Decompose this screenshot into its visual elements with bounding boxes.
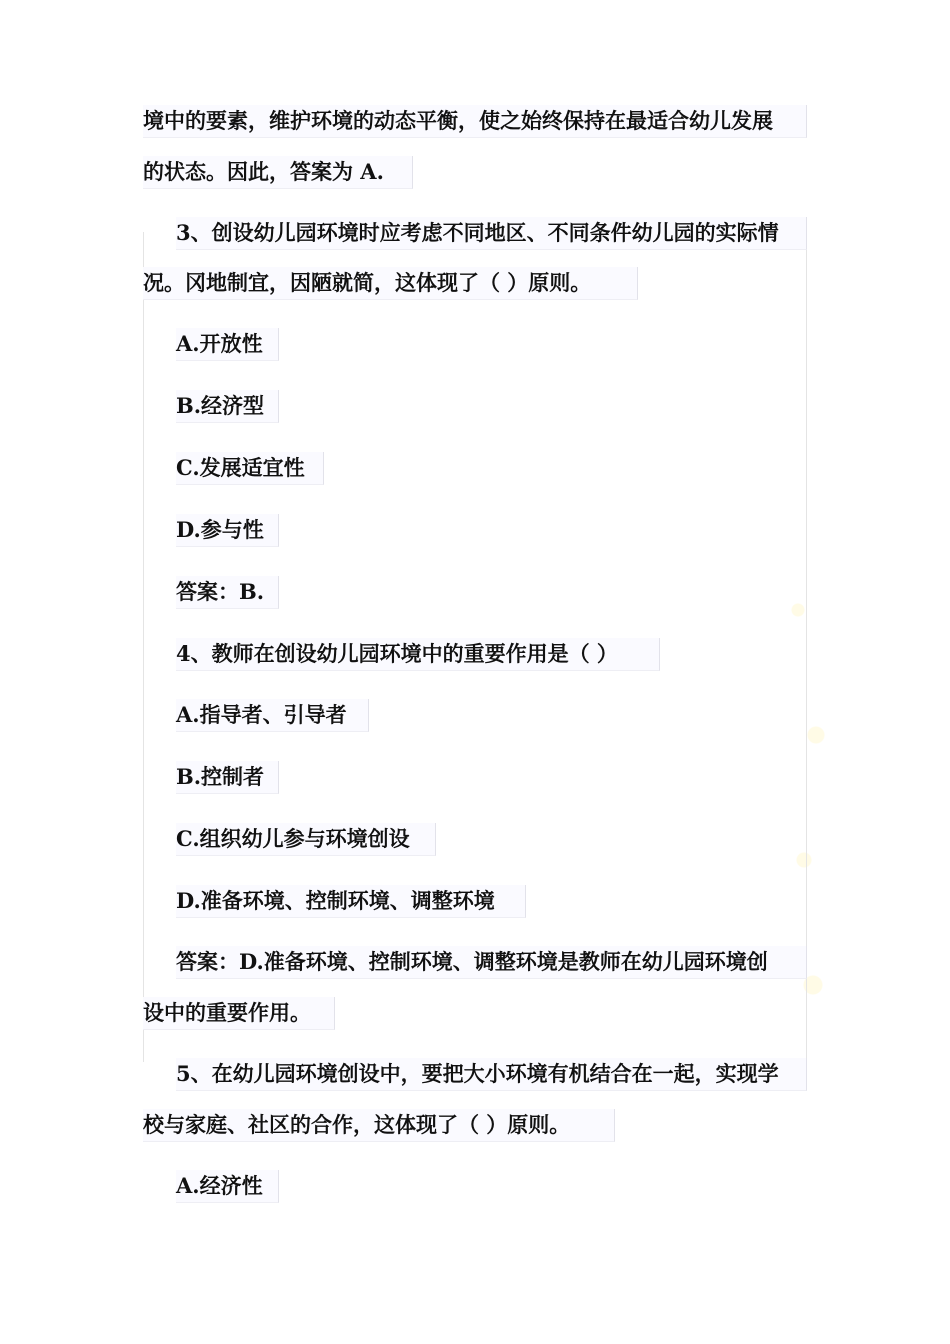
answer-4-line-2: 设中的重要作用。: [143, 997, 335, 1030]
option-a: A.指导者、引导者: [176, 699, 369, 732]
answer-4-line-1: 答案：D.准备环境、控制环境、调整环境是教师在幼儿园环境创: [176, 946, 807, 979]
option-a: A.经济性: [176, 1170, 279, 1203]
text-line: 的状态。因此，答案为 A.: [143, 156, 413, 189]
question-3-line-1: 3、创设幼儿园环境时应考虑不同地区、不同条件幼儿园的实际情: [176, 217, 807, 250]
text-line: 境中的要素，维护环境的动态平衡，使之始终保持在最适合幼儿发展: [143, 105, 807, 138]
question-5-line-1: 5、在幼儿园环境创设中，要把大小环境有机结合在一起，实现学: [176, 1058, 807, 1091]
frame-left-border: [143, 232, 144, 1062]
option-d: D.准备环境、控制环境、调整环境: [176, 885, 526, 918]
option-c: C.组织幼儿参与环境创设: [176, 823, 436, 856]
option-b: B.经济型: [176, 390, 279, 423]
frame-right-border: [806, 232, 807, 1062]
answer-3: 答案：B.: [176, 576, 279, 609]
question-5-line-2: 校与家庭、社区的合作，这体现了（ ）原则。: [143, 1109, 615, 1142]
option-c: C.发展适宜性: [176, 452, 324, 485]
question-3-line-2: 况。冈地制宜，因陋就简，这体现了（ ）原则。: [143, 267, 638, 300]
watermark-decoration: [780, 560, 840, 1060]
option-b: B.控制者: [176, 761, 279, 794]
question-4: 4、教师在创设幼儿园环境中的重要作用是（ ）: [176, 638, 660, 671]
option-d: D.参与性: [176, 514, 279, 547]
option-a: A.开放性: [176, 328, 279, 361]
